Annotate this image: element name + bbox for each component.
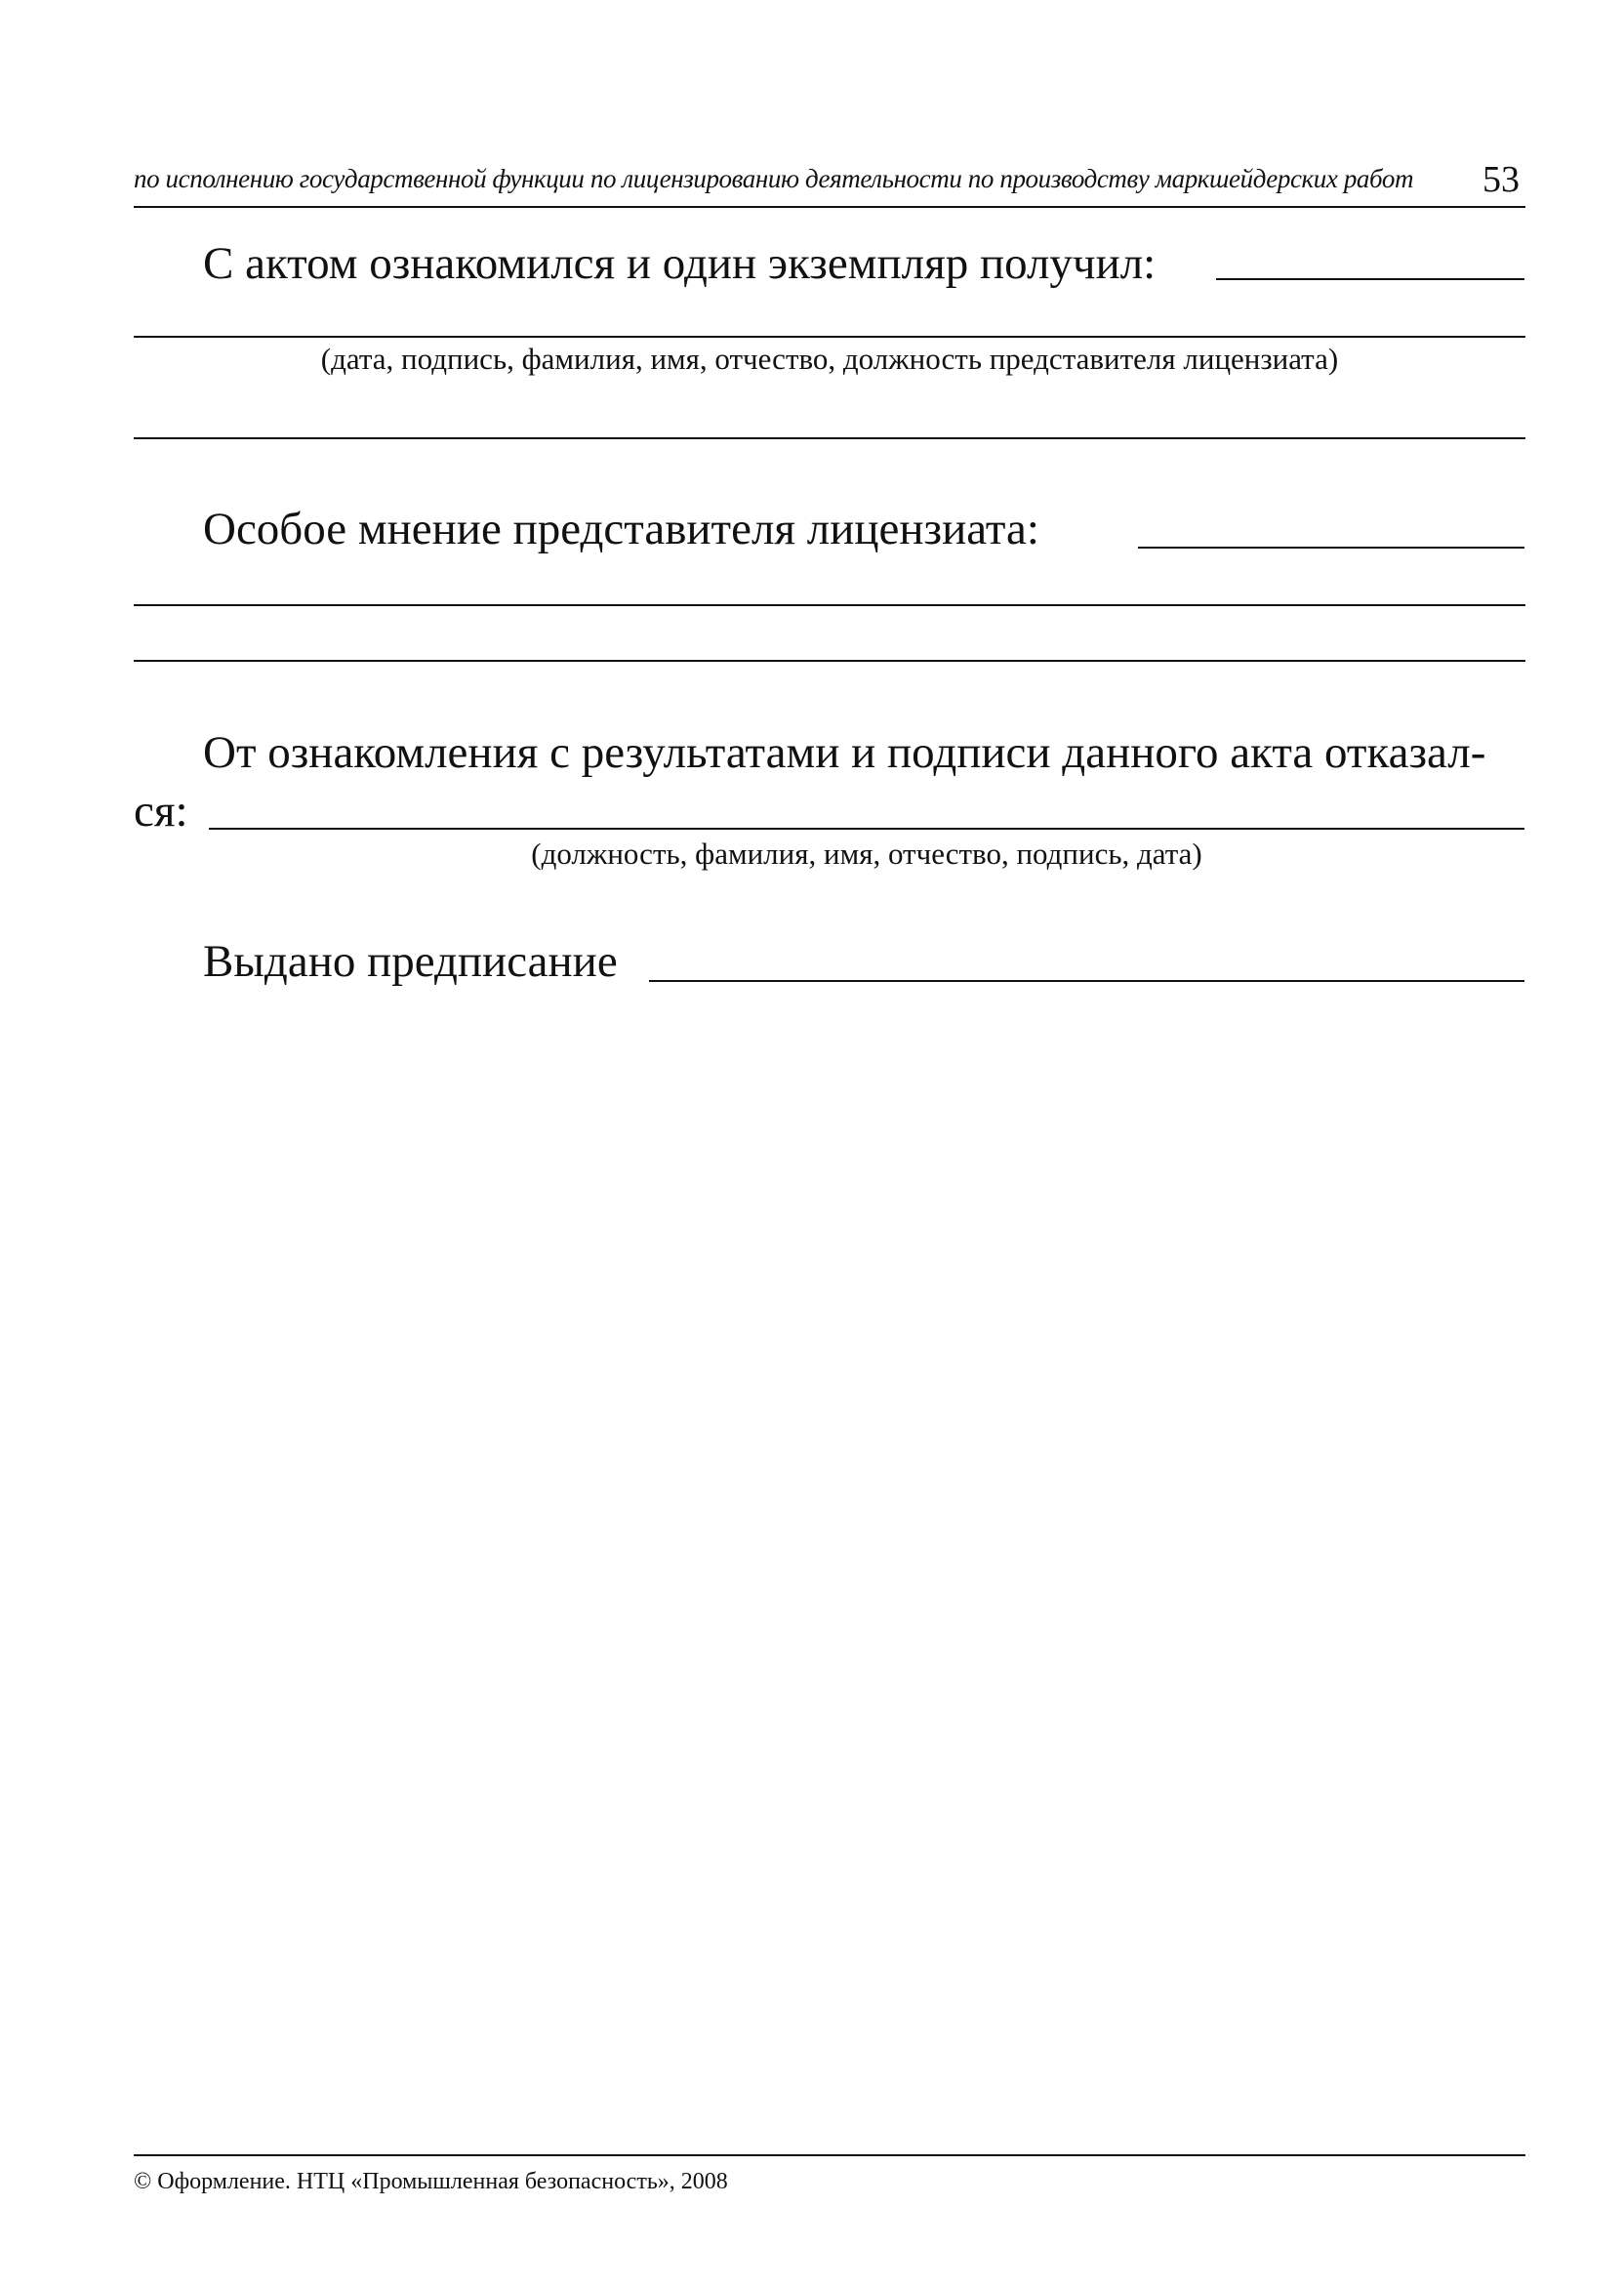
- prescription-text: Выдано предписание: [203, 936, 618, 987]
- running-title: по исполнению государственной функции по лицензированию деятельности по производству маркшейдерских работ: [134, 164, 1414, 193]
- dissenting-opinion-line-1: [1138, 547, 1524, 549]
- acknowledgment-full-line: [134, 336, 1525, 338]
- refusal-signature-line: [209, 828, 1524, 830]
- dissenting-opinion-line-3: [134, 660, 1525, 662]
- prescription-line: [649, 980, 1524, 982]
- acknowledgment-text: С актом ознакомился и один экземпляр получил:: [203, 238, 1157, 289]
- acknowledgment-extra-line: [134, 437, 1525, 439]
- header-rule: [134, 206, 1525, 208]
- footer-rule: [134, 2154, 1525, 2156]
- dissenting-opinion-line-2: [134, 604, 1525, 606]
- footer-copyright: © Оформление. НТЦ «Промышленная безопасность», 2008: [134, 2169, 728, 2194]
- refusal-text-line-1: От ознакомления с результатами и подписи данного акта отказал-: [203, 727, 1486, 778]
- dissenting-opinion-text: Особое мнение представителя лицензиата:: [203, 504, 1039, 554]
- refusal-caption: (должность, фамилия, имя, отчество, подпись, дата): [531, 837, 1202, 871]
- refusal-text-line-2: ся:: [134, 786, 188, 837]
- running-header: [134, 158, 1525, 209]
- acknowledgment-signature-line: [1216, 278, 1524, 280]
- acknowledgment-caption: (дата, подпись, фамилия, имя, отчество, должность представителя лицензиата): [320, 342, 1339, 376]
- page-number: 53: [1482, 159, 1520, 200]
